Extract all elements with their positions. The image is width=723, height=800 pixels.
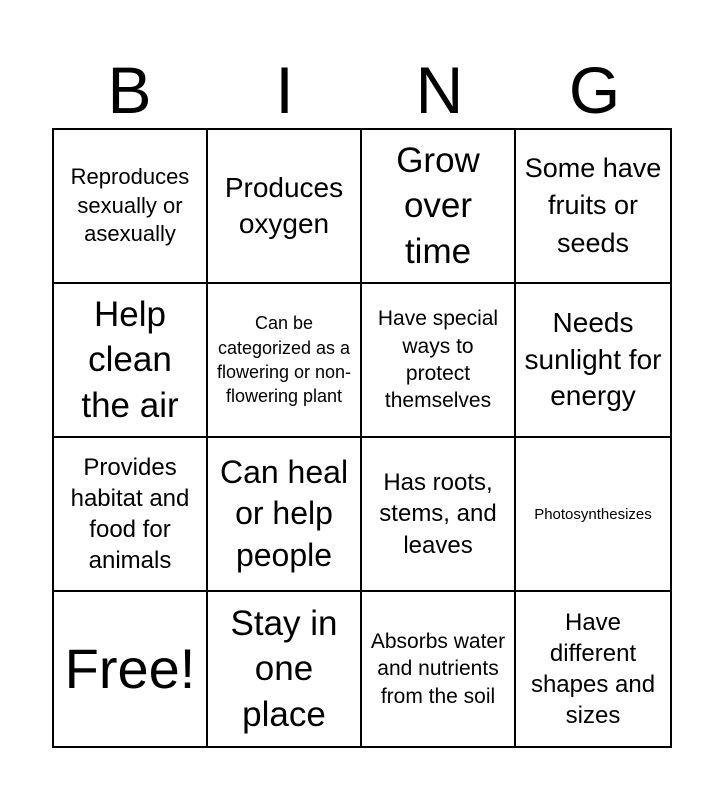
cell-text: Photosynthesizes (534, 505, 652, 523)
cell-text: Provides habitat and food for animals (70, 453, 190, 575)
bingo-board (52, 128, 672, 748)
cell-text: Help clean the air (81, 294, 179, 425)
header-letter-n: N (415, 53, 464, 127)
cell-text: Stay in one place (230, 603, 338, 734)
cell-text: Needs sunlight for energy (524, 307, 662, 412)
bingo-cell-r4c2[interactable] (208, 592, 362, 746)
bingo-cell-r3c1[interactable] (54, 438, 208, 592)
bingo-cell-r2c4[interactable] (516, 284, 670, 438)
cell-text: Reproduces sexually or asexually (70, 164, 190, 247)
bingo-cell-r1c1[interactable] (54, 130, 208, 284)
header-letter-b: B (107, 53, 152, 127)
cell-text: Can be categorized as a flowering or non-flowering plant (216, 313, 352, 407)
cell-text: Have special ways to protect themselves (377, 307, 499, 413)
bingo-cell-r2c1[interactable] (54, 284, 208, 438)
bingo-cell-r4c3[interactable] (362, 592, 516, 746)
bingo-cell-r3c3[interactable] (362, 438, 516, 592)
bingo-cell-r1c2[interactable] (208, 130, 362, 284)
free-space-text: Free! (64, 637, 196, 701)
bingo-cell-r1c4[interactable] (516, 130, 670, 284)
cell-text: Absorbs water and nutrients from the soil (370, 630, 506, 708)
cell-text: Can heal or help people (219, 453, 349, 573)
bingo-cell-r4c1-free[interactable] (54, 592, 208, 746)
header-letter-i: I (275, 53, 294, 127)
bingo-cell-r1c3[interactable] (362, 130, 516, 284)
bingo-cell-r2c3[interactable] (362, 284, 516, 438)
cell-text: Produces oxygen (224, 171, 344, 239)
header-letter-g: G (568, 53, 621, 127)
bingo-header (52, 50, 672, 130)
cell-text: Some have fruits or seeds (524, 153, 662, 258)
bingo-cell-r3c2[interactable] (208, 438, 362, 592)
cell-text: Have different shapes and sizes (530, 608, 656, 730)
bingo-cell-r2c2[interactable] (208, 284, 362, 438)
cell-text: Has roots, stems, and leaves (379, 469, 497, 559)
bingo-cell-r3c4[interactable] (516, 438, 670, 592)
bingo-cell-r4c4[interactable] (516, 592, 670, 746)
cell-text: Grow over time (396, 140, 480, 271)
